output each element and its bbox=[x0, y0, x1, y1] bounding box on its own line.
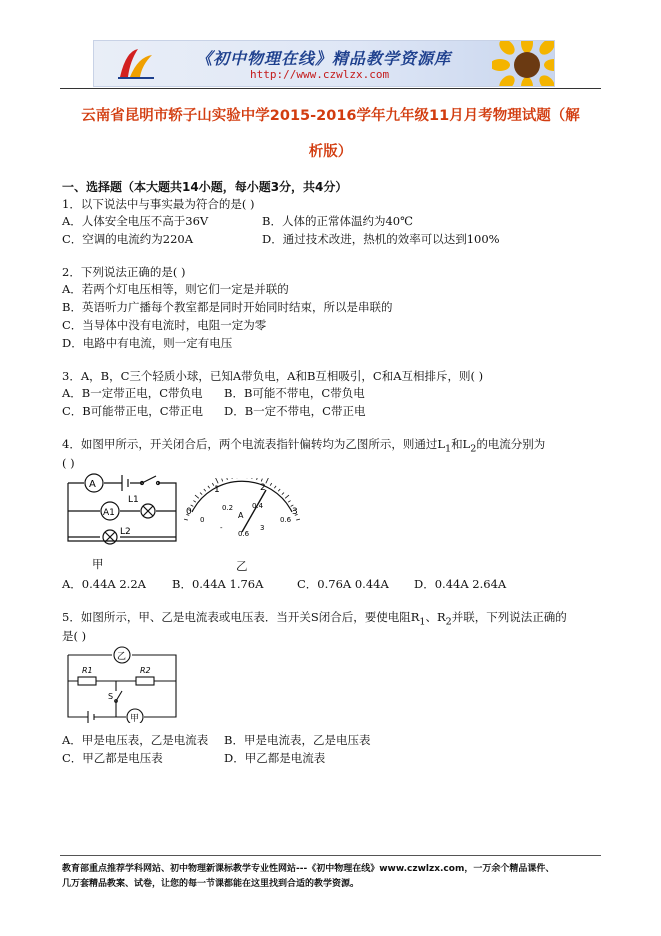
banner-title: 《初中物理在线》精品教学资源库 bbox=[196, 49, 452, 68]
q4-option-a: A．0.44A 2.2A bbox=[62, 577, 146, 591]
dial-outer-3: 3 bbox=[292, 507, 298, 517]
q3-option-d: D．B一定不带电，C带正电 bbox=[224, 404, 366, 418]
page-footer: 教育部重点推荐学科网站、初中物理新课标教学专业性网站---《初中物理在线》www.czwlzx.com，一万余个精品课件、 几万套精品教案、试卷，让您的每一节课都能在这里找到合适的教学资源。 bbox=[62, 864, 555, 889]
footer-rule bbox=[60, 855, 601, 856]
dial-tick bbox=[285, 495, 289, 498]
dial-tick bbox=[288, 501, 290, 503]
dial-tick bbox=[227, 478, 228, 480]
q5-switch-label: S bbox=[108, 692, 114, 701]
dial-tick bbox=[266, 478, 269, 483]
dial-inner-0: 0 bbox=[200, 516, 205, 524]
q4-stem-line2: ( ) bbox=[62, 456, 75, 470]
dial-outer-1: 1 bbox=[214, 485, 220, 495]
q5-option-a: A．甲是电压表，乙是电流表 bbox=[62, 733, 209, 747]
dial-tick bbox=[204, 489, 206, 491]
q2-option-a: A．若两个灯电压相等，则它们一定是并联的 bbox=[62, 282, 289, 296]
dial-tick bbox=[208, 486, 210, 488]
header-rule bbox=[60, 88, 601, 89]
dial-inner-3: 0.6 bbox=[280, 516, 292, 524]
q5-option-b: B．甲是电流表，乙是电压表 bbox=[224, 733, 371, 747]
dial-tick bbox=[278, 489, 280, 491]
dial-tick bbox=[193, 501, 195, 503]
dial-terminal-3: 3 bbox=[260, 524, 265, 532]
dial-outer-2: 2 bbox=[260, 483, 266, 493]
dial-tick bbox=[261, 479, 262, 482]
q2-option-c: C．当导体中没有电流时，电阻一定为零 bbox=[62, 318, 267, 332]
dial-tick bbox=[270, 483, 272, 486]
q4-ammeter-dial bbox=[184, 478, 300, 538]
q4-lamp2-label: L2 bbox=[120, 527, 131, 537]
header-banner bbox=[93, 40, 555, 87]
dial-tick bbox=[282, 493, 284, 495]
document-title: 云南省昆明市轿子山实验中学2015-2016学年九年级11月月考物理试题（解 析版） bbox=[81, 108, 580, 160]
dial-unit: A bbox=[238, 511, 244, 520]
dial-tick bbox=[232, 478, 233, 479]
q3-option-a: A．B一定带正电，C带负电 bbox=[62, 386, 203, 400]
q5-option-d: D．甲乙都是电流表 bbox=[224, 751, 326, 765]
q1-option-b: B．人体的正常体温约为40℃ bbox=[262, 214, 413, 228]
dial-outer-0: 0 bbox=[186, 507, 192, 517]
q4-ammeter1-label: A1 bbox=[103, 508, 115, 518]
q4-option-c: C．0.76A 0.44A bbox=[297, 577, 389, 591]
q1-stem: 1．以下说法中与事实最为符合的是( ) bbox=[62, 197, 255, 211]
q5-meter-top-label: 乙 bbox=[117, 652, 127, 662]
q5-circuit-figure bbox=[64, 645, 182, 723]
q3-option-b: B．B可能不带电，C带负电 bbox=[224, 386, 365, 400]
dial-tick bbox=[215, 478, 218, 483]
q4-lamp1-label: L1 bbox=[128, 495, 139, 505]
q5-r2-label: R2 bbox=[140, 666, 151, 675]
q5-stem: 5．如图所示，甲、乙是电流表或电压表．当开关S闭合后，要使电阻$R_1$、$R_2$并联，下列说法正确的 bbox=[62, 610, 567, 628]
dial-tick bbox=[222, 479, 223, 482]
dial-tick bbox=[252, 478, 253, 479]
q5-option-c: C．甲乙都是电压表 bbox=[62, 751, 163, 765]
q5-meter-bottom-label: 甲 bbox=[130, 714, 140, 723]
q4-stem: 4．如图甲所示，开关闭合后，两个电流表指针偏转均为乙图所示，则通过$L_1$和$L_2$的电流分别为 bbox=[62, 437, 546, 455]
q2-option-d: D．电路中有电流，则一定有电压 bbox=[62, 336, 233, 350]
banner-url[interactable]: http://www.czwlzx.com bbox=[250, 68, 390, 81]
q5-r1-label: R1 bbox=[82, 666, 93, 675]
dial-inner-1: 0.2 bbox=[222, 504, 234, 512]
dial-tick bbox=[195, 495, 199, 498]
q1-option-d: D．通过技术改进，热机的效率可以达到100% bbox=[262, 232, 500, 246]
q4-ammeter-label: A bbox=[89, 479, 96, 490]
dial-tick bbox=[274, 486, 276, 488]
site-logo-icon bbox=[116, 47, 156, 81]
sunflower-icon bbox=[492, 40, 555, 87]
section-heading: 一、选择题（本大题共14小题，每小题3分，共4分） bbox=[62, 180, 348, 194]
q4-option-b: B．0.44A 1.76A bbox=[172, 577, 264, 591]
q4-circuit-figure bbox=[64, 471, 184, 551]
q1-option-c: C．空调的电流约为220A bbox=[62, 232, 194, 246]
dial-tick bbox=[296, 518, 300, 520]
dial-tick bbox=[200, 493, 202, 495]
q3-option-c: C．B可能带正电，C带正电 bbox=[62, 404, 204, 418]
q4-option-d: D．0.44A 2.64A bbox=[414, 577, 507, 591]
dial-inner-2: 0.4 bbox=[252, 502, 264, 510]
q1-option-a: A．人体安全电压不高于36V bbox=[62, 214, 209, 228]
q5-stem-line2: 是( ) bbox=[62, 629, 87, 643]
q2-stem: 2．下列说法正确的是( ) bbox=[62, 265, 186, 279]
dial-tick bbox=[257, 478, 258, 480]
q2-option-b: B．英语听力广播每个教室都是同时开始同时结束，所以是串联的 bbox=[62, 300, 393, 314]
dial-tick bbox=[184, 518, 188, 520]
q4-figure-label-yi: 乙 bbox=[236, 559, 248, 573]
q4-figure-label-jia: 甲 bbox=[92, 557, 104, 571]
dial-terminal-neg: - bbox=[220, 524, 223, 532]
q3-stem: 3．A，B，C三个轻质小球，已知A带负电，A和B互相吸引，C和A互相排斥，则( ) bbox=[62, 369, 484, 383]
dial-terminal-06: 0.6 bbox=[238, 530, 250, 538]
